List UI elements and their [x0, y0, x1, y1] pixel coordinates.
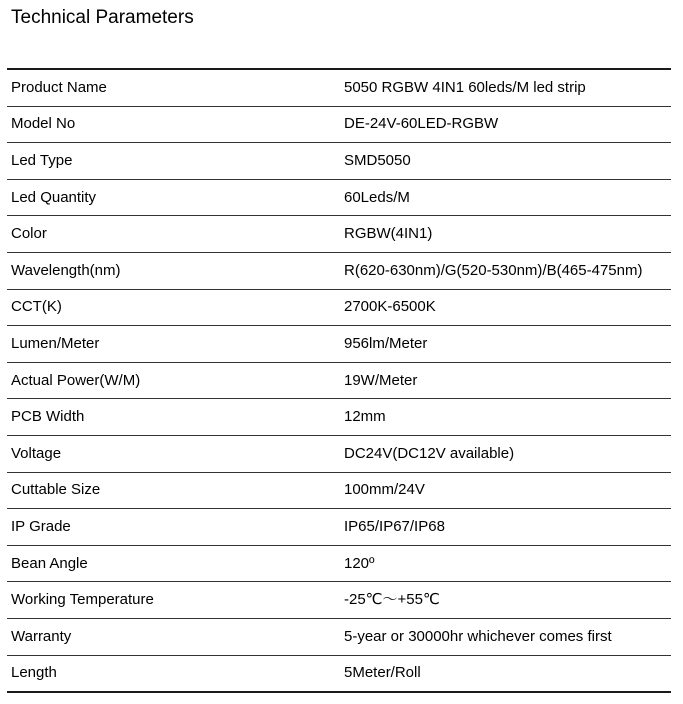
table-row — [7, 106, 671, 143]
param-name: Warranty — [7, 618, 338, 655]
table-row — [7, 252, 671, 289]
table-row — [7, 216, 671, 253]
param-name: Cuttable Size — [7, 472, 338, 509]
table-row — [7, 618, 671, 655]
param-value: 19W/Meter — [338, 362, 671, 399]
table-row — [7, 69, 671, 106]
table-row — [7, 545, 671, 582]
param-name: Color — [7, 216, 338, 253]
table-row — [7, 509, 671, 546]
technical-parameters-table — [7, 68, 671, 693]
param-value: 100mm/24V — [338, 472, 671, 509]
param-value: 2700K-6500K — [338, 289, 671, 326]
param-name: CCT(K) — [7, 289, 338, 326]
param-value: 12mm — [338, 399, 671, 436]
param-value: R(620-630nm)/G(520-530nm)/B(465-475nm) — [338, 252, 671, 289]
param-name: Led Type — [7, 143, 338, 180]
param-value: 60Leds/M — [338, 179, 671, 216]
param-name: Model No — [7, 106, 338, 143]
table-row — [7, 582, 671, 619]
param-name: Wavelength(nm) — [7, 252, 338, 289]
param-name: Voltage — [7, 435, 338, 472]
param-name: Led Quantity — [7, 179, 338, 216]
page-title: Technical Parameters — [11, 7, 194, 28]
param-value: -25℃～+55℃ — [338, 582, 671, 619]
param-name: PCB Width — [7, 399, 338, 436]
table-row — [7, 655, 671, 692]
param-value: IP65/IP67/IP68 — [338, 509, 671, 546]
table-row — [7, 326, 671, 363]
param-value: 5-year or 30000hr whichever comes first — [338, 618, 671, 655]
table-row — [7, 435, 671, 472]
table-row — [7, 399, 671, 436]
table-row — [7, 143, 671, 180]
table-row — [7, 289, 671, 326]
param-value: RGBW(4IN1) — [338, 216, 671, 253]
param-name: Length — [7, 655, 338, 692]
param-name: Product Name — [11, 78, 107, 96]
param-name: Working Temperature — [7, 582, 338, 619]
param-name: Lumen/Meter — [7, 326, 338, 363]
param-value: 120º — [338, 545, 671, 582]
param-name: Actual Power(W/M) — [7, 362, 338, 399]
table-row — [7, 179, 671, 216]
param-value: 5Meter/Roll — [338, 655, 671, 692]
param-value: DE-24V-60LED-RGBW — [338, 106, 671, 143]
table-row — [7, 472, 671, 509]
param-name: IP Grade — [7, 509, 338, 546]
param-value: 5050 RGBW 4IN1 60leds/M led strip — [344, 78, 586, 96]
param-value: 956lm/Meter — [338, 326, 671, 363]
param-value: DC24V(DC12V available) — [338, 435, 671, 472]
param-name: Bean Angle — [7, 545, 338, 582]
table-row — [7, 362, 671, 399]
param-value: SMD5050 — [338, 143, 671, 180]
